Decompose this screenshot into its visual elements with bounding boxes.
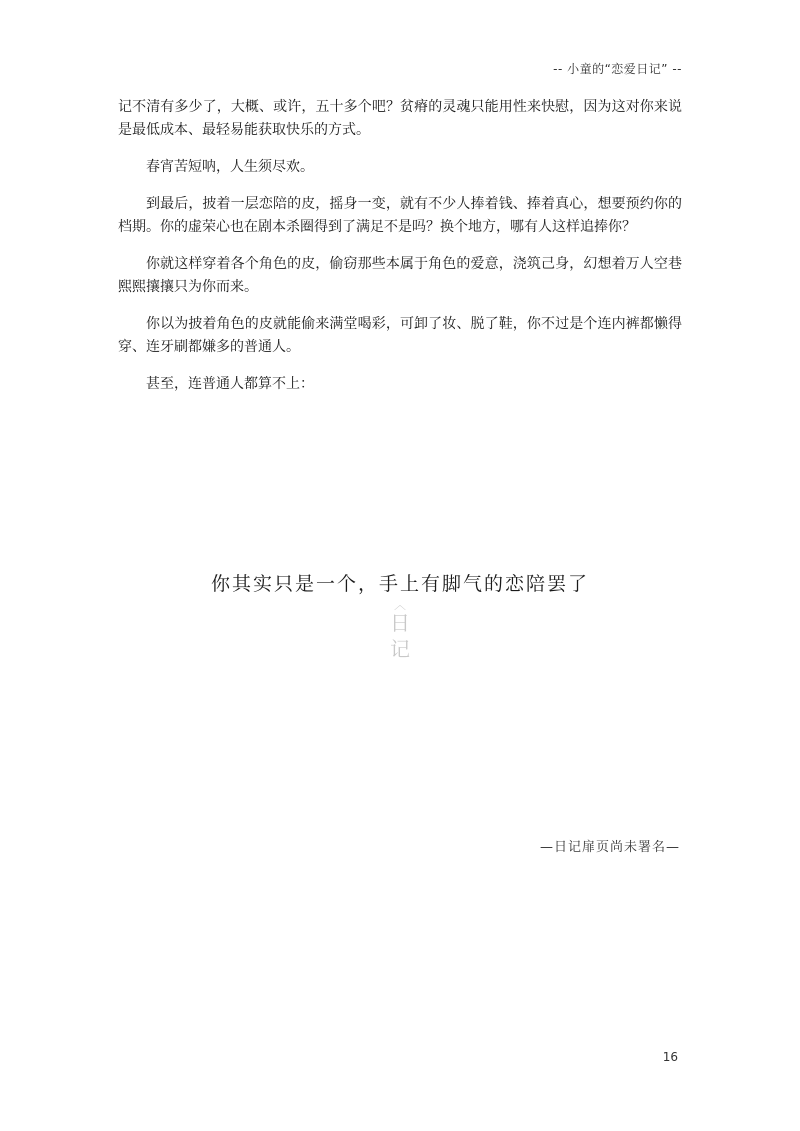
stamp-mark: ︿ xyxy=(393,598,406,612)
highlight-quote: 你其实只是一个，手上有脚气的恋陪罢了 xyxy=(210,573,589,595)
page-number: 16 xyxy=(662,1050,678,1064)
signature-line: —日记扉页尚未署名— xyxy=(539,840,680,855)
paragraph-4: 你就这样穿着各个角色的皮，偷窃那些本属于角色的爱意，浇筑己身，幻想着万人空巷熙熙攘攘只为你而来。 xyxy=(118,256,682,295)
diary-seal-stamp xyxy=(386,600,414,670)
stamp-char-ri: 日 xyxy=(390,611,410,635)
stamp-char-ji: 记 xyxy=(390,637,410,661)
paragraph-5: 你以为披着角色的皮就能偷来满堂喝彩，可卸了妆、脱了鞋，你不过是个连内裤都懒得穿、连牙刷都嫌多的普通人。 xyxy=(118,316,682,355)
running-header: -- 小童的“恋爱日记” -- xyxy=(553,62,682,76)
body-text xyxy=(118,96,682,410)
paragraph-6: 甚至，连普通人都算不上： xyxy=(146,376,314,392)
paragraph-2: 春宵苦短呐，人生须尽欢。 xyxy=(146,159,314,175)
paragraph-1: 记不清有多少了，大概、或许，五十多个吧？贫瘠的灵魂只能用性来快慰，因为这对你来说是最低成本、最轻易能获取快乐的方式。 xyxy=(118,99,682,138)
paragraph-3: 到最后，披着一层恋陪的皮，摇身一变，就有不少人捧着钱、捧着真心，想要预约你的档期。你的虚荣心也在剧本杀圈得到了满足不是吗？换个地方，哪有人这样追捧你？ xyxy=(118,196,682,235)
